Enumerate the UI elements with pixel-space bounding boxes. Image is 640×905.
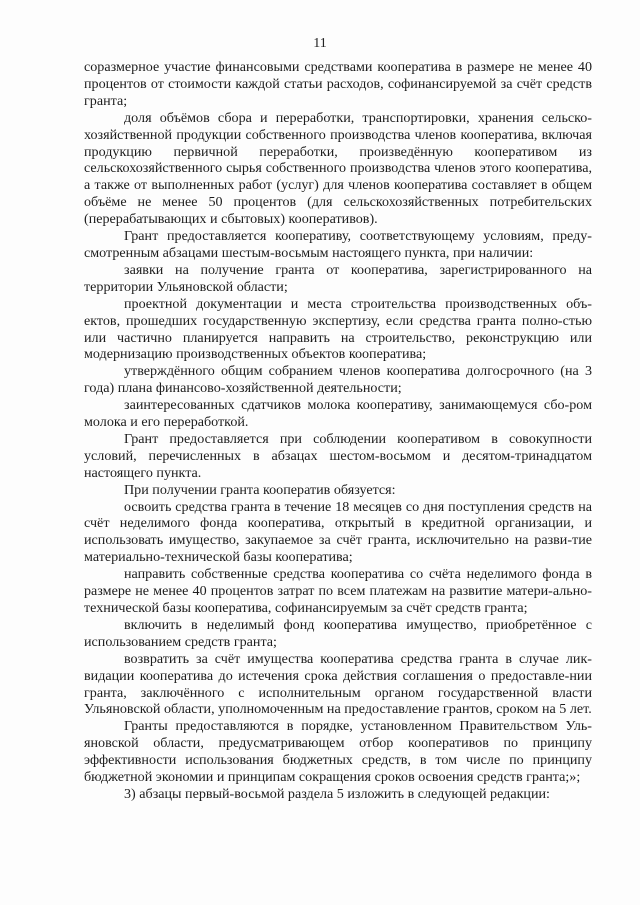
paragraph-13: возвратить за счёт имущества кооператива средства гранта в случае лик-видации кооператива до истечения срока действия соглашения о предоставле-нии гранта, заключённого с исполнительным органом государственной власти Ульяновской области, уполномоченным на предоставление грантов, сроком на 5 лет. <box>84 650 592 718</box>
paragraph-12: включить в неделимый фонд кооператива имущество, приобретённое с использованием средств гранта; <box>84 616 592 650</box>
paragraph-7: заинтересованных сдатчиков молока кооперативу, занимающемуся сбо-ром молока и его переработкой. <box>84 397 592 431</box>
paragraph-10: освоить средства гранта в течение 18 месяцев со дня поступления средств на счёт неделимого фонда кооператива, открытый в кредитной организации, и использовать имущество, закупаемое за счёт гранта, исключительно на разви-тие материально-технической базы кооператива; <box>84 498 592 566</box>
paragraph-8: Грант предоставляется при соблюдении кооперативом в совокупности условий, перечисленных в абзацах шестом-восьмом и десятом-тринадцатом настоящего пункта. <box>84 430 592 481</box>
paragraph-15: 3) абзацы первый-восьмой раздела 5 изложить в следующей редакции: <box>124 785 550 802</box>
paragraph-14: Гранты предоставляются в порядке, установленном Правительством Уль-яновской области, предусматривающем отбор кооперативов по принципу эффективности использования бюджетных средств, в том числе по принципу бюджетной экономии и принципам сокращения сроков освоения средств гранта;»; <box>84 718 592 786</box>
paragraph-11: направить собственные средства кооператива со счёта неделимого фонда в размере не менее 40 процентов затрат по всем платежам на развитие матери-ально-технической базы кооператива, софинансируемым за счёт средств гранта; <box>84 566 592 616</box>
paragraph-3: Грант предоставляется кооперативу, соответствующему условиям, преду-смотренным абзацами шестым-восьмым настоящего пункта, при наличии: <box>84 228 592 261</box>
paragraph-6: утверждённого общим собранием членов кооператива долгосрочного (на 3 года) плана финансово-хозяйственной деятельности; <box>84 363 592 397</box>
paragraph-5: проектной документации и места строительства производственных объ-ектов, прошедших государственную экспертизу, если средства гранта полно-стью или частично планируется направить на строительство, реконструкцию или модернизацию производственных объектов кооператива; <box>84 295 592 363</box>
document-body <box>84 59 592 803</box>
paragraph-4: заявки на получение гранта от кооператива, зарегистрированного на территории Ульяновской области; <box>84 261 592 295</box>
paragraph-1: соразмерное участие финансовыми средствами кооператива в размере не менее 40 процентов от стоимости каждой статьи расходов, софинансируемой за счёт средств гранта; <box>84 59 592 109</box>
paragraph-9: При получении гранта кооператив обязуется: <box>124 481 396 498</box>
paragraph-2: доля объёмов сбора и переработки, транспортировки, хранения сельско-хозяйственной продукции собственного производства членов кооператива, включая продукцию первичной переработки, произведённую кооперативом из сельскохозяйственного сырья собственного производства членов этого кооператива, а также от выполненных работ (услуг) для членов кооператива составляет в общем объёме не менее 50 процентов (для сельскохозяйственных потребительских (перерабатывающих и сбытовых) кооперативов). <box>84 109 592 228</box>
page-number: 11 <box>313 36 327 51</box>
